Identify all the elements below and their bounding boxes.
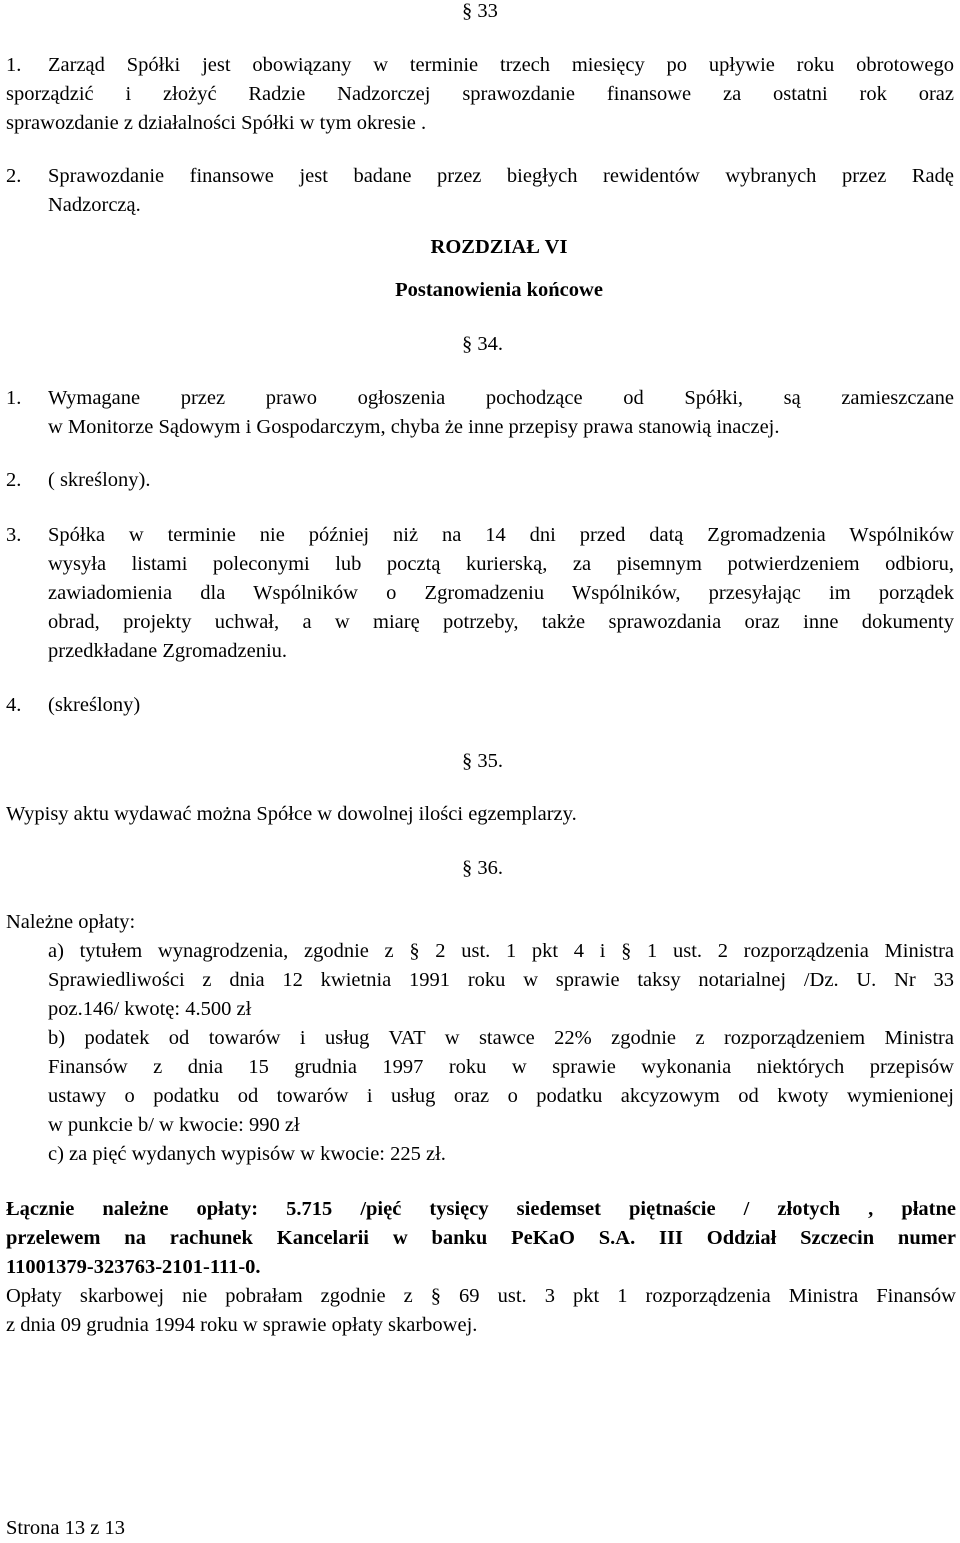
paragraph-line: Spółka w terminie nie później niż na 14 dni przed datą Zgromadzenia Wspólników	[48, 524, 954, 546]
chapter-subtitle: Postanowienia końcowe	[395, 279, 603, 301]
total-line: 11001379-323763-2101-111-0.	[6, 1256, 261, 1278]
fee-line: a) tytułem wynagrodzenia, zgodnie z § 2 ust. 1 pkt 4 i § 1 ust. 2 rozporządzenia Ministra	[48, 940, 954, 962]
paragraph-line: sprawozdanie z działalności Spółki w tym okresie .	[6, 112, 427, 134]
paragraph-line: Wymagane przez prawo ogłoszenia pochodzące od Spółki, są zamieszczane	[48, 387, 954, 409]
page-footer: Strona 13 z 13	[6, 1517, 125, 1539]
item-number: 2.	[6, 165, 22, 187]
paragraph-line: Zarząd Spółki jest obowiązany w terminie trzech miesięcy po upływie roku obrotowego	[48, 54, 954, 76]
fee-line: b) podatek od towarów i usług VAT w stawce 22% zgodnie z rozporządzeniem Ministra	[48, 1027, 954, 1049]
paragraph-line: ( skreślony).	[48, 469, 151, 491]
stamp-duty-line: z dnia 09 grudnia 1994 roku w sprawie opłaty skarbowej.	[6, 1314, 478, 1336]
fees-heading: Należne opłaty:	[6, 911, 136, 933]
fee-line: Sprawiedliwości z dnia 12 kwietnia 1991 roku w sprawie taksy notarialnej /Dz. U. Nr 33	[48, 969, 954, 991]
paragraph-line: Nadzorczą.	[48, 194, 141, 216]
fee-line: w punkcie b/ w kwocie: 990 zł	[48, 1114, 300, 1136]
section-sign-36: § 36.	[462, 857, 503, 879]
total-line: przelewem na rachunek Kancelarii w banku PeKaO S.A. III Oddział Szczecin numer	[6, 1227, 956, 1249]
stamp-duty-line: Opłaty skarbowej nie pobrałam zgodnie z § 69 ust. 3 pkt 1 rozporządzenia Ministra Finansów	[6, 1285, 956, 1307]
paragraph-line: Sprawozdanie finansowe jest badane przez biegłych rewidentów wybranych przez Radę	[48, 165, 954, 187]
section-sign-33: § 33	[462, 0, 498, 22]
fee-line: Finansów z dnia 15 grudnia 1997 roku w sprawie wykonania niektórych przepisów	[48, 1056, 954, 1078]
paragraph-line: zawiadomienia dla Wspólników o Zgromadzeniu Wspólników, przesyłając im porządek	[48, 582, 954, 604]
paragraph-line: w Monitorze Sądowym i Gospodarczym, chyba że inne przepisy prawa stanowią inaczej.	[48, 416, 780, 438]
paragraph-line: (skreślony)	[48, 694, 141, 716]
fee-line: poz.146/ kwotę: 4.500 zł	[48, 998, 252, 1020]
paragraph-line: przedkładane Zgromadzeniu.	[48, 640, 288, 662]
fee-line: ustawy o podatku od towarów i usług oraz o podatku akcyzowym od kwoty wymienionej	[48, 1085, 954, 1107]
item-number: 1.	[6, 387, 22, 409]
section-sign-35: § 35.	[462, 750, 503, 772]
fee-line: c) za pięć wydanych wypisów w kwocie: 225 zł.	[48, 1143, 446, 1165]
item-number: 4.	[6, 694, 22, 716]
section-sign-34: § 34.	[462, 333, 503, 355]
item-number: 1.	[6, 54, 22, 76]
paragraph-line: wysyła listami poleconymi lub pocztą kurierską, za pisemnym potwierdzeniem odbioru,	[48, 553, 954, 575]
paragraph-line: sporządzić i złożyć Radzie Nadzorczej sprawozdanie finansowe za ostatni rok oraz	[6, 83, 954, 105]
chapter-title: ROZDZIAŁ VI	[430, 236, 568, 258]
paragraph-line: obrad, projekty uchwał, a w miarę potrzeby, także sprawozdania oraz inne dokumenty	[48, 611, 954, 633]
total-line: Łącznie należne opłaty: 5.715 /pięć tysięcy siedemset piętnaście / złotych , płatne	[6, 1198, 956, 1220]
paragraph-line: Wypisy aktu wydawać można Spółce w dowolnej ilości egzemplarzy.	[6, 803, 577, 825]
item-number: 2.	[6, 469, 22, 491]
item-number: 3.	[6, 524, 22, 546]
